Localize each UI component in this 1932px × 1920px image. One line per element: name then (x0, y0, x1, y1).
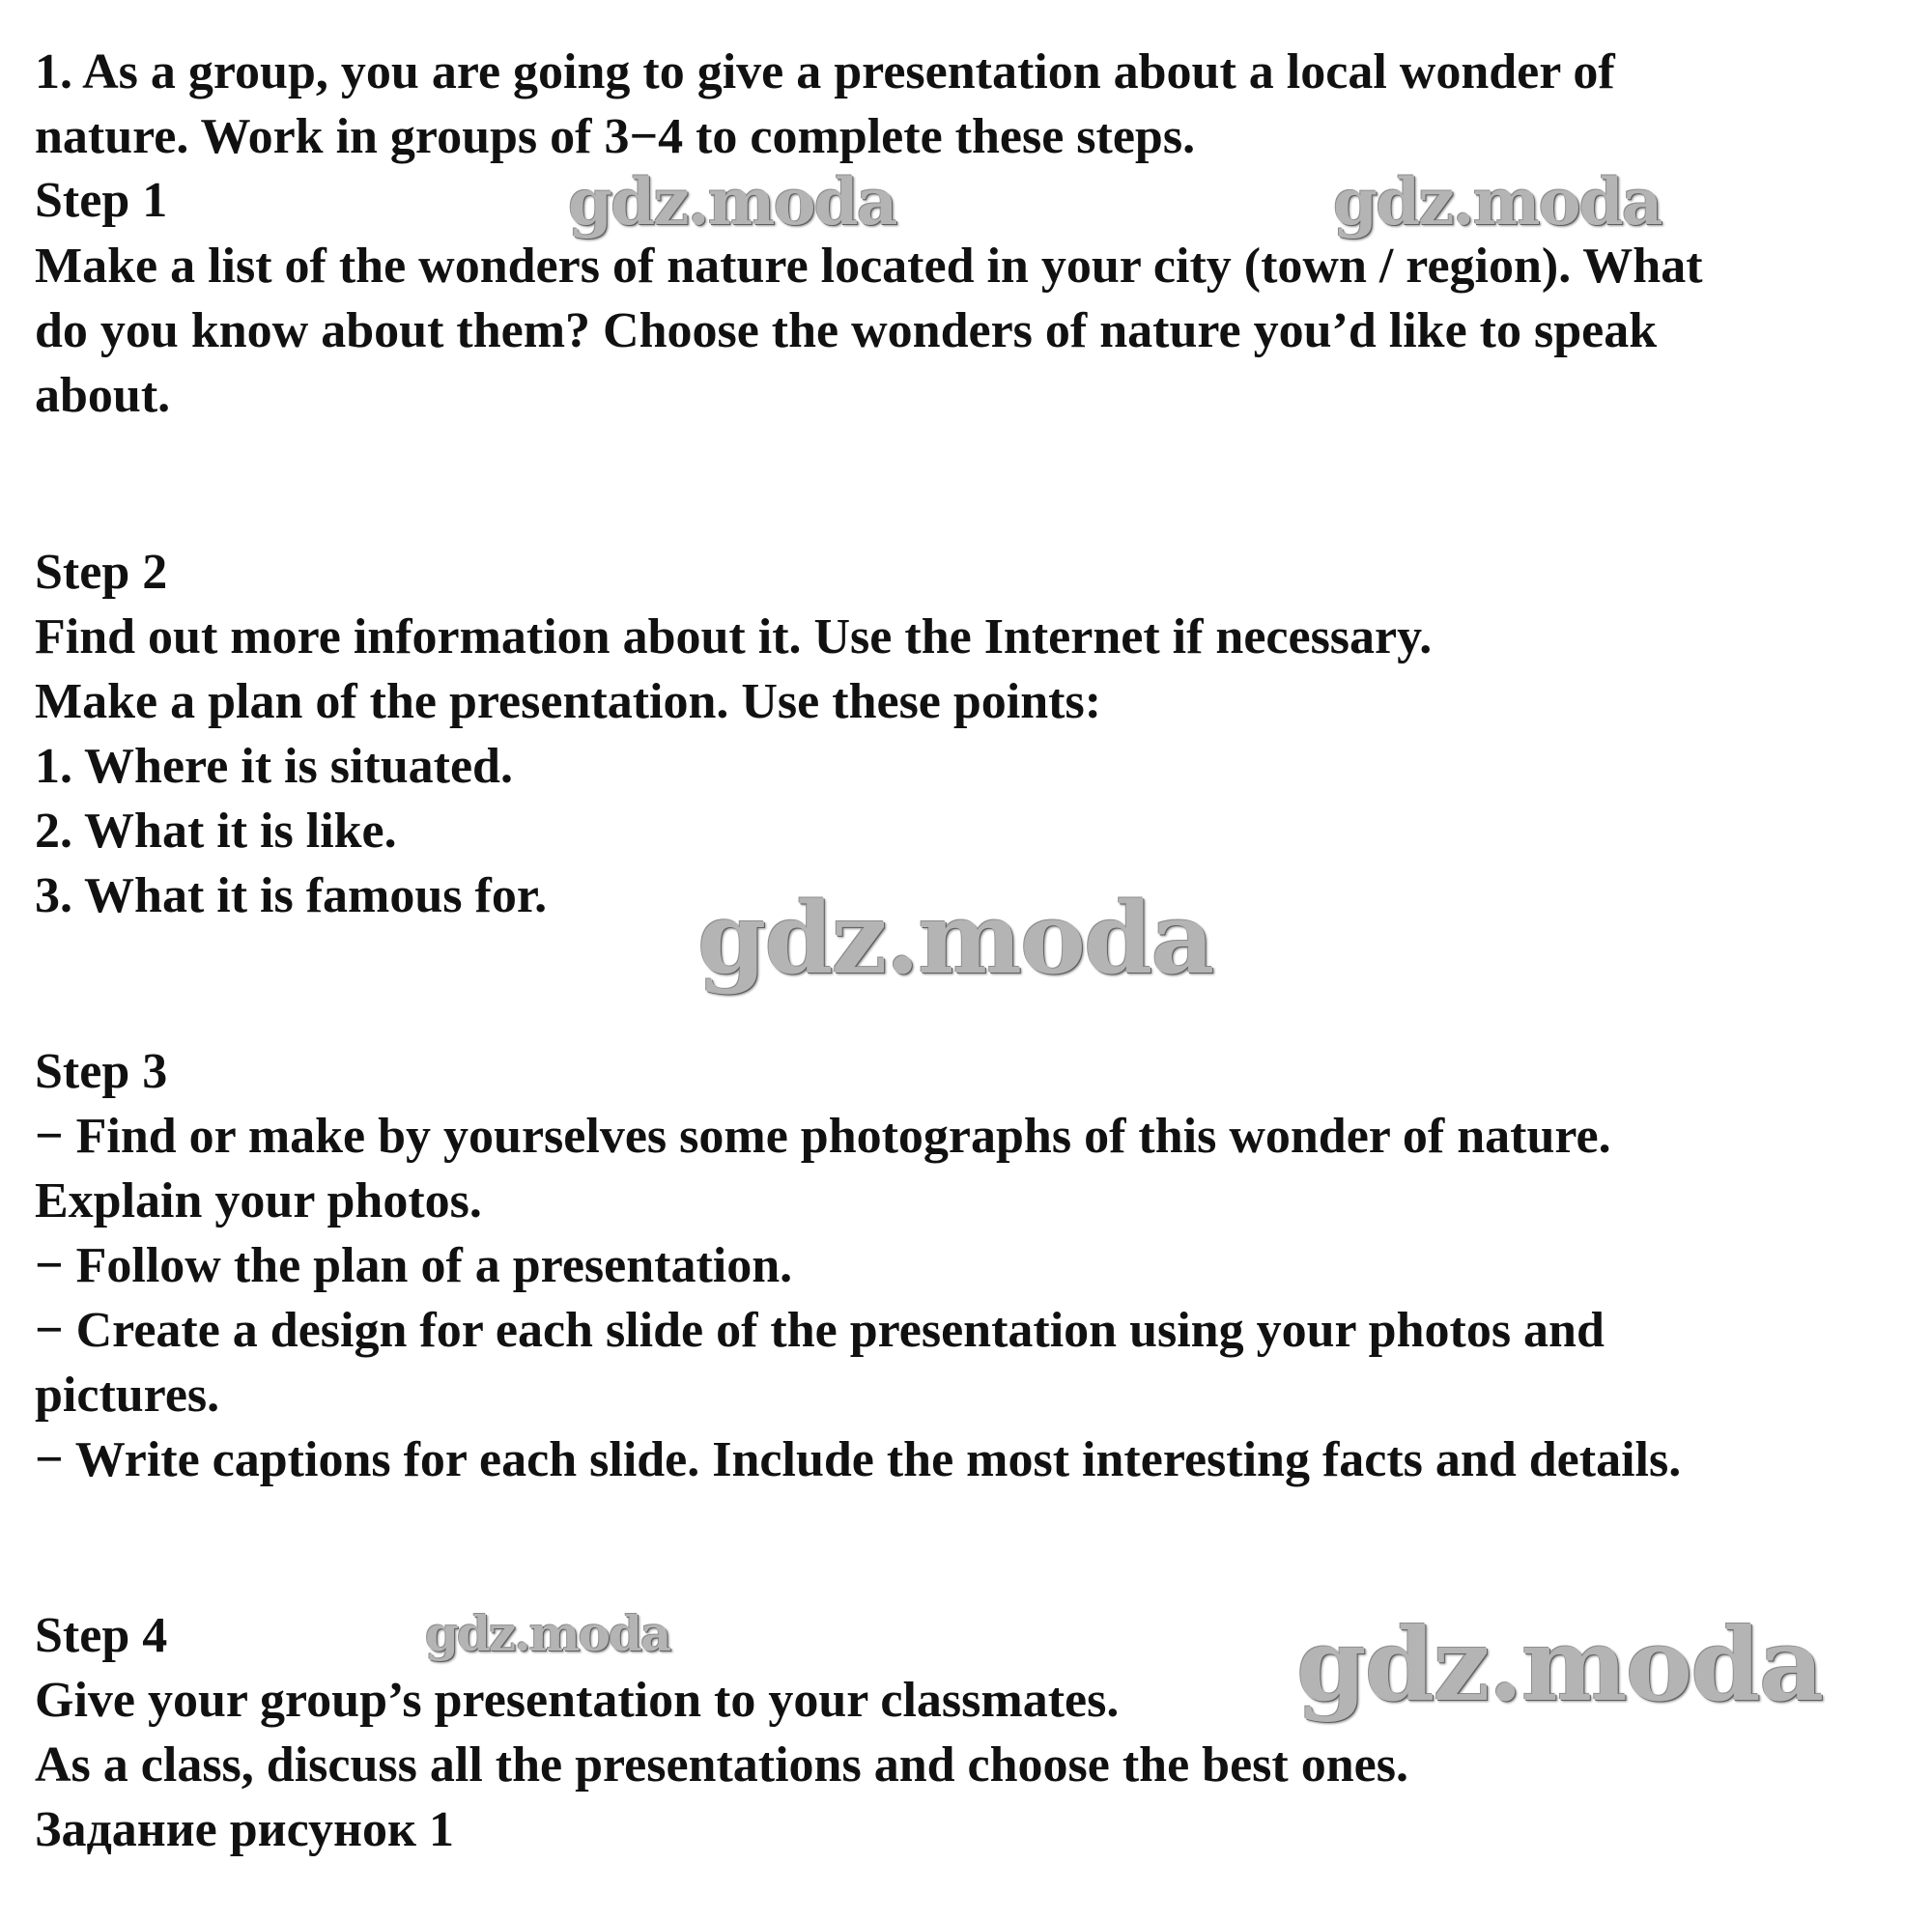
step-3-line-4: − Create a design for each slide of the presentation using your photos and (35, 1303, 1605, 1358)
step-4-line-2: As a class, discuss all the presentations and choose the best ones. (35, 1737, 1408, 1793)
step-3-line-2: Explain your photos. (35, 1173, 482, 1228)
figure-caption: Задание рисунок 1 (35, 1802, 454, 1857)
step-2-line-2: Make a plan of the presentation. Use these points: (35, 674, 1102, 729)
step-3-line-1: − Find or make by yourselves some photographs of this wonder of nature. (35, 1109, 1611, 1164)
watermark: gdz.moda (1333, 164, 1662, 240)
step-2-line-1: Find out more information about it. Use the Internet if necessary. (35, 609, 1433, 664)
step-2-point-1: 1. Where it is situated. (35, 739, 513, 794)
step-2-point-3: 3. What it is famous for. (35, 868, 548, 923)
step-4-heading: Step 4 (35, 1608, 168, 1663)
task-intro-line-1: 1. As a group, you are going to give a presentation about a local wonder of (35, 44, 1615, 99)
step-4-line-1: Give your group’s presentation to your classmates. (35, 1673, 1120, 1728)
watermark: gdz.moda (1296, 1605, 1823, 1724)
step-2-heading: Step 2 (35, 545, 168, 600)
watermark: gdz.moda (568, 164, 896, 240)
step-1-heading: Step 1 (35, 173, 168, 228)
step-3-line-3: − Follow the plan of a presentation. (35, 1238, 793, 1293)
step-3-line-5: pictures. (35, 1368, 220, 1423)
step-1-line-3: about. (35, 368, 171, 423)
step-3-heading: Step 3 (35, 1044, 168, 1099)
task-intro-line-2: nature. Work in groups of 3−4 to complete these steps. (35, 109, 1196, 164)
step-1-line-1: Make a list of the wonders of nature located in your city (town / region). What (35, 239, 1703, 294)
watermark: gdz.moda (697, 881, 1213, 997)
step-1-line-2: do you know about them? Choose the wonders of nature you’d like to speak (35, 303, 1658, 358)
step-2-point-2: 2. What it is like. (35, 804, 397, 859)
step-3-line-6: − Write captions for each slide. Include the most interesting facts and details. (35, 1432, 1682, 1487)
watermark: gdz.moda (425, 1605, 670, 1662)
